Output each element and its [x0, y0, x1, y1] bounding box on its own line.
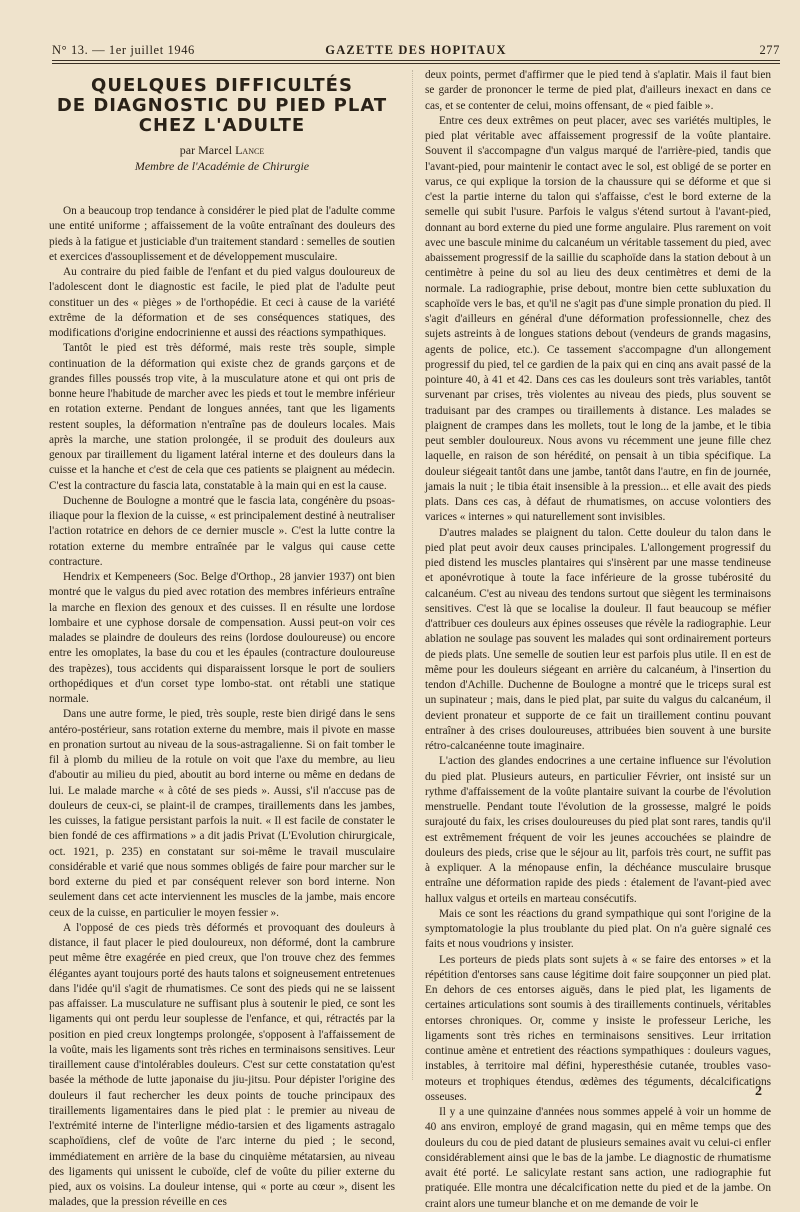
header-rule-bottom	[52, 63, 780, 64]
paragraph: Hendrix et Kempeneers (Soc. Belge d'Orthop., 28 janvier 1937) ont bien montré que le valgus du pied avec rotation des membres inférieurs entraîne la marche en flexion des genoux et des cuisses. Il en résulte une lordose lombaire et une cyphose dorsale de compensation. Aussi peut-on voir ces malades se plaindre de douleurs des reins (lordose douloureuse) ou encore entre les omoplates, la base du cou et les épaules (contracture douloureuse des trapèzes), tous accidents qui disparaissent lorsque le port de souliers orthopédiques et d'un corset type lombo-stat. ont rétabli une statique normale.	[49, 571, 395, 705]
paragraph: L'action des glandes endocrines a une certaine influence sur l'évolution du pied plat. Plusieurs auteurs, en particulier Février, ont insisté sur un rythme d'affaissement de la voûte plantaire suivant la courbe de l'évolution menstruelle. Pendant toute l'évolution de la grossesse, malgré le poids surajouté du faix, les crises douloureuses du pied plat sont rares, tandis qu'il est extrêmement fréquent de voir les jeunes accouchées se plaindre de douleurs des pieds, crise que le séjour au lit, parfois très court, ne suffit pas à expliquer. A la ménopause enfin, la déchéance musculaire brusque entraîne une déformation rapide des pieds : étalement de l'avant-pied avec hallux valgus et orteils en marteau consécutifs.	[425, 755, 771, 905]
byline	[49, 142, 395, 158]
author-name: Lance	[235, 143, 265, 157]
paragraph: Les porteurs de pieds plats sont sujets à « se faire des entorses » et la répétition d'entorses sans cause légitime doit faire soupçonner un pied plat. En dehors de ces entorses aiguës, dans le pied plat, les ligaments de certaines articulations sont soumis à des tiraillements continuels, véritables entorses chroniques. Or, comme y insiste le professeur Leriche, les ligaments sont très riches en terminaisons sensitives. Leur irritation continue amène et entretient des réactions sympathiques : douleurs vagues, instables, à territoire mal défini, hyperesthésie cutanée, troubles vaso-moteurs et trophiques étendus, œdèmes des téguments, décalcifications osseuses.	[425, 953, 771, 1103]
article-title	[49, 76, 395, 136]
author-affiliation: Membre de l'Académie de Chirurgie	[134, 159, 310, 173]
byline-prefix: par Marcel	[179, 143, 236, 157]
footer-mark: 2	[755, 1084, 762, 1099]
paragraph: deux points, permet d'affirmer que le pied tend à s'aplatir. Mais il faut bien se garder de prononcer le terme de pied plat, d'ailleurs inexact en dans ce cas, et se contenter de celui, moins offensant, de « pied faible ».	[425, 69, 771, 112]
left-column	[49, 72, 395, 1211]
title-line-3: CHEZ L'ADULTE	[138, 115, 306, 136]
issue-date: N° 13. — 1er juillet 1946	[52, 43, 195, 57]
paragraph: Dans une autre forme, le pied, très souple, reste bien dirigé dans le sens antéro-postérieur, sans rotation externe du membre, mais il pivote en masse en pronation surtout au niveau de la sous-astragalienne. Si on fait tomber le fil à plomb du milieu de la rotule on voit que l'axe du membre, au lieu d'aboutir au milieu du pied, aboutit au bord interne ou même en dedans de lui. Le malade marche « à côté de ses pieds ». Aussi, s'il n'accuse pas de douleurs de ceux-ci, se plaint-il de crampes, tiraillements dans les jambes, les cuisses, la fatigue persistant parfois la nuit. « Il est facile de constater le bien fondé de ces affirmations » a dit jadis Privat (L'Evolution chirurgicale, oct. 1921, p. 235) en constatant sur soi-même le travail musculaire considérable et varié que nous sommes obligés de faire pour marcher sur le bord externe du pied et par conséquent relever son bord interne. Non seulement dans cet acte interviennent les muscles de la jambe, mais encore ceux de la cuisse, en particulier le moyen fessier ».	[49, 708, 395, 919]
column-divider	[412, 70, 413, 1080]
journal-name: GAZETTE DES HOPITAUX	[325, 43, 507, 57]
paragraph: Tantôt le pied est très déformé, mais reste très souple, simple continuation de la déformation qui existe chez de grands garçons et de grandes filles poussés trop vite, à la musculature atone et qui ont pris de bonne heure l'habitude de marcher avec les pieds et tout le membre inférieur en rotation externe. Pendant de longues années, tant que les ligaments restent souples, la déformation n'entraîne pas de douleurs locales. Mais après la marche, une station prolongée, il se produit des douleurs aux genoux par tiraillement du ligament latéral interne et des douleurs dans la cuisse et la hanche et c'est de cela que ces patients se plaignent au médecin. C'est la contracture du fascia lata, constatable à la main qui en est la cause.	[49, 342, 395, 492]
article-heading	[49, 76, 395, 174]
header-rule-top	[52, 60, 780, 61]
paragraph: A l'opposé de ces pieds très déformés et provoquant des douleurs à distance, il faut placer le pied douloureux, non déformé, dont la cambrure peut même être exagérée en pied creux, que l'on trouve chez des femmes élégantes ayant toujours porté des hauts talons et soigneusement entretenues dans l'idée qu'il s'agit de rhumatismes. Ce sont des pieds qui ne se laissent pas affaisser. La musculature ne suffisant plus à soutenir le pied, ce sont les ligaments qui ont perdu leur souplesse de l'enfance, et qui, rétractés par la position en pied creux longtemps prolongée, s'opposent à l'affaissement de la voûte, mais les ligaments sont très riches en terminaisons sensitives. Leur tiraillement cause d'intolérables douleurs. C'est sur cette constatation qu'est basée la méthode de lutte japonaise du jiu-jitsu. Pour dépister l'origine des douleurs il faut rechercher les deux points de touche principaux des tiraillements ligamentaires dans le pied plat : le premier au niveau de l'extrémité interne de l'interligne médio-tarsien et des ligaments astragalo scaphoïdiens, clef de voûte de l'arc interne du pied ; le second, immédiatement en arrière de la base du cinquième métatarsien, au niveau des ligaments qui unissent le cuboïde, clef de voûte du pilier externe du pied, aux os voisins. La douleur intense, qui « porte au cœur », disent les malades, que la pression réveille en ces	[49, 921, 395, 1209]
running-header	[52, 43, 780, 61]
paragraph: Entre ces deux extrêmes on peut placer, avec ses variétés multiples, le pied plat véritable avec affaissement progressif de la voûte plantaire. Souvent il s'accompagne d'un valgus marqué de l'arrière-pied, tandis que l'avant-pied, pour maintenir le contact avec le sol, est obligé de se porter en varus, ce qui explique la torsion de la chaussure qui se déforme et que si c'est la partie interne du talon qui s'affaisse, c'est le bord externe de la semelle qui subit l'usure. Parfois le valgus s'étend surtout à l'avant-pied, donnant au bord externe du pied une forme angulaire. Plus rarement on voit avec une bascule minime du calcanéum un véritable tassement du pied, avec abaissement progressif de la saillie du scaphoïde dans la station debout à un centimètre à peine du sol au lieu des deux centimètres et demi de la normale. La radiographie, prise debout, montre bien cette subluxation du scaphoïde vers le bas, et qu'il ne s'agit pas d'une simple pronation du pied. Il s'agit d'ailleurs en général d'une déformation professionnelle, chez des sujets astreints à de longues stations debout (vendeurs de grands magasins, agents de police, etc.). Ce tassement s'accompagne d'un allongement progressif du pied, tel ce gardien de la paix qui en cinq ans avait passé de la pointure 40, à 41 et 42. Dans ces cas les douleurs sont très variables, tantôt survenant par crises, très violentes au niveau des pieds, plus souvent se traduisant par des crampes ou tiraillements à distance. Les malades se plaignent de crampes dans les mollets, tout le long de la jambe, et le tibia peut sembler douloureux. Nous avons vu récemment une jeune fille chez laquelle, en raison de son hérédité, on pensait à un tibia spécifique. La douleur siégeait tantôt dans une jambe, tantôt dans l'autre, en fin de journée, jamais la nuit ; le tibia était insensible à la pression... et elle avait des pieds plats. Dans ces cas, à défaut de rhumatismes, on accuse volontiers des varices « internes » qui naturellement sont invisibles.	[425, 114, 771, 524]
right-column	[425, 68, 771, 1212]
page-number: 277	[759, 43, 780, 57]
title-line-2: DE DIAGNOSTIC DU PIED PLAT	[56, 95, 388, 116]
paragraph: Au contraire du pied faible de l'enfant et du pied valgus douloureux de l'adolescent dont le diagnostic est facile, le pied plat de l'adulte peut constituer un des « pièges » de l'orthopédie. Et ceci à cause de la variété extrême de la déformation et de ses conséquences statiques, des modifications d'origine endocrinienne et aussi des réactions sympathiques.	[49, 266, 395, 339]
paragraph: D'autres malades se plaignent du talon. Cette douleur du talon dans le pied plat peut avoir deux causes principales. L'allongement progressif du pied distend les muscles plantaires qui s'insèrent par une masse tendineuse et aponévrotique à toute la face inférieure de la grosse tubérosité du calcanéum. C'est au niveau des tendons surtout que siègent les terminaisons sensitives. C'est là que se localise la douleur. Il faut beaucoup se méfier d'attribuer ces douleurs aux épines osseuses que révèle la radiographie. Leur ablation ne soulage pas souvent les malades qui sont ordinairement porteurs de pieds plats. Une semelle de soutien leur est parfois plus utile. Il en est de même pour les douleurs siégeant en arrière du calcanéum, à l'insertion du tendon d'Achille. Duchenne de Boulogne a montré que le triceps sural est un supinateur ; mais, dans le pied plat, par suite du valgus du calcanéum, il devient pronateur et supporte de ce fait un tiraillement continu pouvant entraîner à des crises douloureuses, attribuées bien souvent à une bursite rétro-calcanéenne toute imaginaire.	[425, 526, 771, 752]
paragraph: Il y a une quinzaine d'années nous sommes appelé à voir un homme de 40 ans environ, employé de grand magasin, qui en même temps que des douleurs du cou de pied datant de plusieurs semaines avait vu celui-ci enfler considérablement ainsi que le bas de la jambe. Le diagnostic de rhumatisme avait été porté. Le salicylate restant sans action, une radiographie fut pratiquée. Elle montra une décalcification nette du pied et de la jambe. On craint alors une tumeur blanche et on me demande de voir le	[425, 1106, 771, 1210]
title-line-1: QUELQUES DIFFICULTÉS	[91, 75, 353, 96]
paragraph: On a beaucoup trop tendance à considérer le pied plat de l'adulte comme une entité uniforme ; affaissement de la voûte entraînant des douleurs des pieds à la fatigue et justiciable d'un traitement standard : semelles de soutien et exercices d'assouplissement et de développement musculaire.	[49, 205, 395, 263]
paragraph: Duchenne de Boulogne a montré que le fascia lata, congénère du psoas-iliaque pour la flexion de la cuisse, « est principalement destiné à neutraliser l'action rotatrice en dehors de ce dernier muscle ». C'est la lutte contre la rotation externe du membre entraînée par le valgus qui cause cette contracture.	[49, 494, 395, 568]
paragraph: Mais ce sont les réactions du grand sympathique qui sont l'origine de la symptomatologie la plus troublante du pied plat. On n'a guère signalé ces faits et nous voudrions y insister.	[425, 907, 771, 951]
